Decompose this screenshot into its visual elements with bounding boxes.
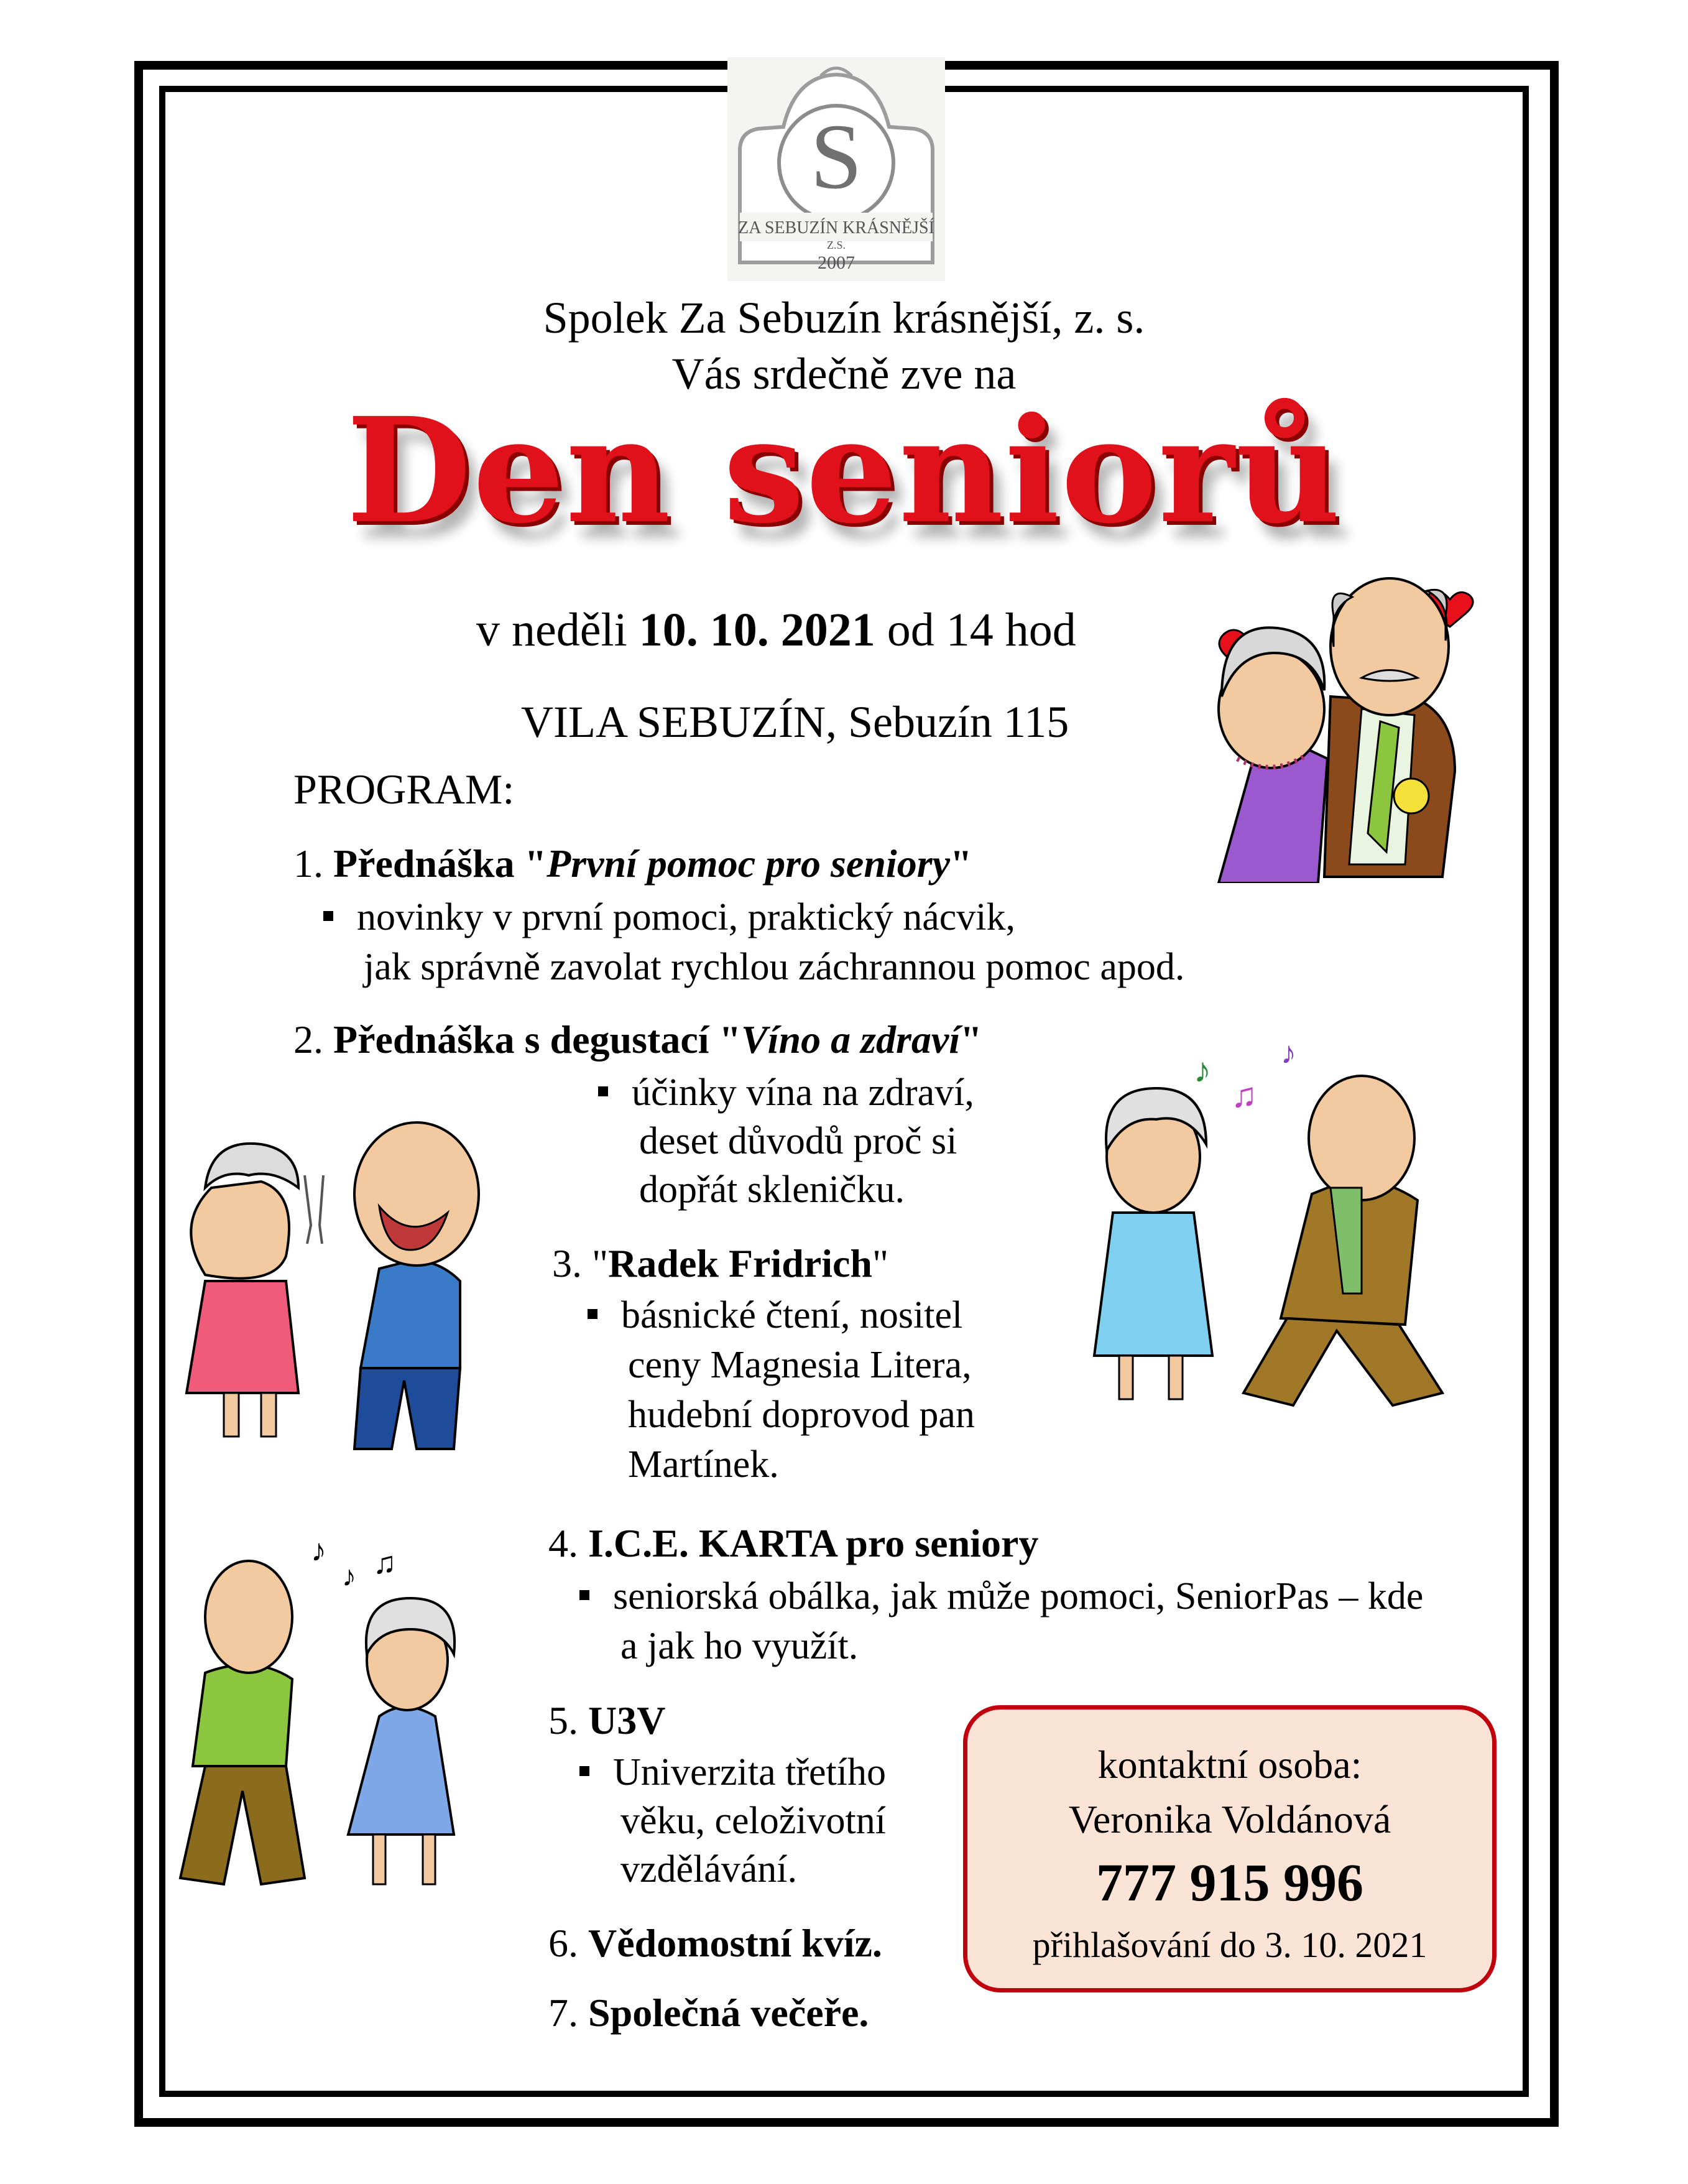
bullet-item: [598, 1071, 974, 1115]
date-value: 10. 10. 2021: [639, 604, 875, 656]
bullet-text: Univerzita třetího: [613, 1751, 886, 1793]
logo-year: 2007: [818, 252, 855, 273]
invitation-line: Vás srdečně zve na: [671, 349, 1017, 399]
contact-name: Veronika Voldánová: [1068, 1797, 1391, 1841]
item-number: 4.: [548, 1521, 588, 1565]
event-place: VILA SEBUZÍN, Sebuzín 115: [521, 697, 1069, 747]
couple-portrait-clipart: [1194, 572, 1480, 883]
music-note-icon: ♫: [373, 1545, 397, 1580]
program-item-3: [552, 1241, 888, 1287]
item-title: Společná večeře.: [588, 1991, 869, 2035]
program-item-6: [548, 1920, 882, 1966]
program-item-4: [548, 1520, 1038, 1566]
bullet-item: [579, 1751, 886, 1795]
music-note-icon: ♪: [342, 1560, 356, 1592]
bullet-square-icon: [598, 1086, 608, 1096]
program-item-7: [548, 1990, 869, 2036]
item-title-italic: Víno a zdraví: [741, 1017, 961, 1062]
date-suffix: od 14 hod: [875, 604, 1076, 656]
date-prefix: v neděli: [476, 604, 639, 656]
dancing-elders-clipart: [168, 1517, 516, 1903]
item-number: 6.: [548, 1921, 588, 1965]
dancing-couple-clipart: [1069, 1032, 1505, 1418]
music-note-icon: ♪: [311, 1533, 326, 1568]
bullet-continuation: dopřát skleničku.: [639, 1168, 905, 1211]
item-number: 3. ": [552, 1241, 609, 1285]
bullet-continuation: ceny Magnesia Litera,: [628, 1344, 972, 1386]
item-number: 7.: [548, 1991, 588, 2035]
program-item-1: [293, 841, 972, 887]
item-title: Vědomostní kvíz.: [588, 1921, 882, 1965]
item-title: Přednáška ": [333, 841, 547, 886]
bullet-continuation: věku, celoživotní: [620, 1800, 886, 1842]
bullet-text: básnické čtení, nositel: [621, 1294, 963, 1336]
bullet-continuation: Martínek.: [628, 1443, 779, 1486]
item-title-end: ": [960, 1017, 982, 1062]
logo-name: ZA SEBUZÍN KRÁSNĚJŠÍ: [738, 218, 934, 238]
bullet-square-icon: [579, 1766, 589, 1776]
logo-form: Z.S.: [826, 239, 846, 251]
bullet-square-icon: [323, 911, 333, 921]
toasting-couple-clipart: [168, 1094, 541, 1455]
logo-letter: S: [810, 105, 862, 208]
registration-deadline: přihlašování do 3. 10. 2021: [1032, 1925, 1427, 1965]
item-title-end: ": [872, 1241, 889, 1285]
item-title: U3V: [588, 1698, 666, 1742]
bullet-continuation: hudební doprovod pan: [628, 1394, 975, 1436]
item-title-italic: První pomoc pro seniory: [547, 841, 950, 886]
bullet-continuation: jak správně zavolat rychlou záchrannou pomoc apod.: [364, 946, 1185, 988]
bullet-item: [588, 1293, 962, 1338]
item-number: 1.: [293, 841, 333, 886]
bullet-text: účinky vína na zdraví,: [632, 1071, 974, 1114]
bullet-square-icon: [579, 1590, 589, 1600]
contact-phone: 777 915 996: [1096, 1853, 1363, 1912]
item-title: Radek Fridrich: [608, 1241, 872, 1285]
association-logo: [727, 57, 945, 281]
bullet-continuation: vzdělávání.: [620, 1848, 798, 1890]
item-title-end: ": [950, 841, 972, 886]
organizer-line: Spolek Za Sebuzín krásnější, z. s.: [543, 293, 1145, 343]
item-title: I.C.E. KARTA pro seniory: [588, 1521, 1039, 1565]
bullet-item: [323, 895, 1015, 940]
bullet-continuation: deset důvodů proč si: [639, 1120, 957, 1162]
music-note-icon: ♪: [1281, 1035, 1296, 1070]
program-item-5: [548, 1698, 665, 1744]
contact-label: kontaktní osoba:: [1097, 1742, 1362, 1787]
item-number: 5.: [548, 1698, 588, 1742]
program-heading: PROGRAM:: [293, 766, 515, 813]
item-title: Přednáška s degustací ": [333, 1017, 742, 1062]
music-note-icon: ♫: [1231, 1076, 1257, 1115]
bullet-item: [579, 1575, 1423, 1619]
event-date: [476, 603, 1076, 657]
program-item-2: [293, 1017, 982, 1063]
bullet-text: seniorská obálka, jak může pomoci, SeniorPas – kde: [613, 1575, 1424, 1617]
bullet-text: novinky v první pomoci, praktický nácvik,: [357, 896, 1015, 938]
music-note-icon: ♪: [1194, 1052, 1211, 1090]
event-title: Den seniorů: [346, 386, 1342, 555]
item-number: 2.: [293, 1017, 333, 1062]
bullet-square-icon: [588, 1309, 597, 1319]
contact-box: [963, 1705, 1497, 1992]
bullet-continuation: a jak ho využít.: [620, 1625, 859, 1667]
